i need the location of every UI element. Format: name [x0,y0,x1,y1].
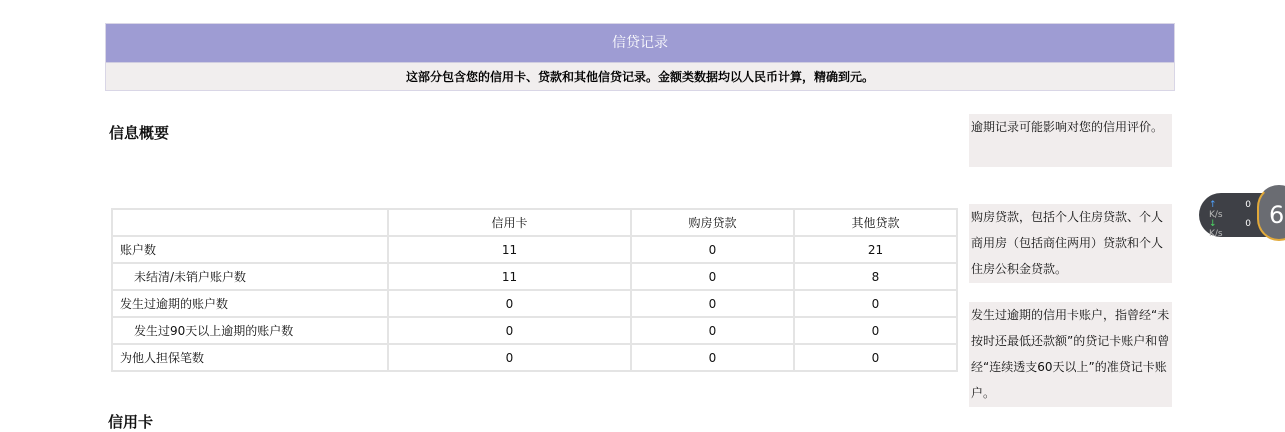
download-unit: K/s [1209,229,1223,239]
cell-value: 8 [794,263,957,290]
cell-value: 0 [388,317,631,344]
network-speed-widget[interactable] [1199,193,1285,237]
upload-value: 0 [1245,200,1251,210]
note-housing-loan: 购房贷款，包括个人住房贷款、个人商用房（包括商住两用）贷款和个人住房公积金贷款。 [969,204,1172,283]
download-arrow-icon: ↓ [1209,219,1217,229]
cell-value: 0 [388,344,631,371]
table-row [112,263,957,290]
row-label: 账户数 [112,236,388,263]
cell-value: 0 [794,317,957,344]
cell-value: 0 [794,344,957,371]
table-row [112,236,957,263]
cell-value: 0 [631,263,794,290]
credit-record-section-header [105,23,1175,91]
overview-title: 信息概要 [109,124,170,142]
table-row [112,344,957,371]
row-label: 发生过逾期的账户数 [112,290,388,317]
cell-value: 0 [388,290,631,317]
note-overdue-impact: 逾期记录可能影响对您的信用评价。 [969,114,1172,167]
row-label: 发生过90天以上逾期的账户数 [112,317,388,344]
table-row [112,317,957,344]
table-header-cell: 购房贷款 [631,209,794,236]
upload-unit: K/s [1209,210,1223,220]
cell-value: 11 [388,236,631,263]
table-header-cell: 信用卡 [388,209,631,236]
download-value: 0 [1245,219,1251,229]
cell-value: 0 [631,290,794,317]
note-overdue-card: 发生过逾期的信用卡账户，指曾经“未按时还最低还款额”的贷记卡账户和曾经“连续透支60天以上”的准贷记卡账户。 [969,302,1172,407]
section-subtitle: 这部分包含您的信用卡、贷款和其他信贷记录。金额类数据均以人民币计算，精确到元。 [405,70,874,84]
row-label: 为他人担保笔数 [112,344,388,371]
upload-speed [1209,200,1259,220]
download-speed [1209,219,1259,239]
next-section-title: 信用卡 [108,413,154,431]
summary-table [111,208,958,372]
row-label: 未结清/未销户账户数 [112,263,388,290]
cell-value: 0 [794,290,957,317]
table-header-row [112,209,957,236]
cell-value: 0 [631,344,794,371]
table-header-cell [112,209,388,236]
upload-arrow-icon: ↑ [1209,200,1217,210]
usage-badge[interactable]: 6 [1257,185,1285,241]
section-title: 信贷记录 [106,24,1174,63]
table-header-cell: 其他贷款 [794,209,957,236]
cell-value: 11 [388,263,631,290]
cell-value: 21 [794,236,957,263]
cell-value: 0 [631,236,794,263]
table-row [112,290,957,317]
cell-value: 0 [631,317,794,344]
